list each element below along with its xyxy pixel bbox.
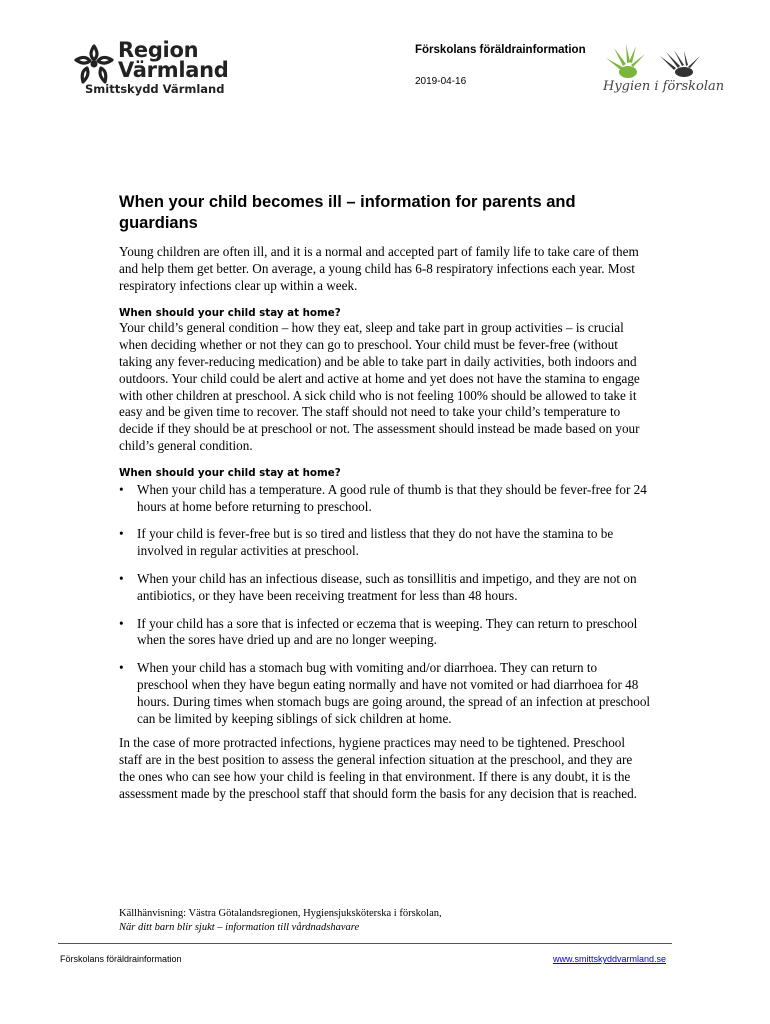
- logo-wordmark: [118, 40, 228, 80]
- header-document-title: Förskolans föräldrainformation: [415, 44, 586, 56]
- list-item: [119, 482, 651, 516]
- list-item: [119, 571, 651, 605]
- hygien-i-forskolan-logo: [600, 42, 725, 102]
- bullet-icon: •: [119, 660, 124, 676]
- article-body: [119, 192, 651, 803]
- hands-logo-icon: [600, 42, 725, 82]
- header-date: 2019-04-16: [415, 76, 467, 87]
- list-item-text: When your child has a temperature. A good rule of thumb is that they should be fever-free for 24 hours at home before returning to preschool.: [137, 481, 647, 514]
- logo-tagline: Hygien i förskolan: [603, 79, 725, 94]
- section-heading: When should your child stay at home?: [119, 466, 341, 479]
- logo-line-region: Region: [118, 38, 199, 62]
- bullet-icon: •: [119, 615, 124, 631]
- footer-divider: [58, 943, 672, 944]
- bullet-icon: •: [119, 526, 124, 542]
- stay-home-list: [119, 482, 651, 728]
- article-title: When your child becomes ill – information for parents and guardians: [119, 193, 576, 232]
- list-item-text: If your child has a sore that is infected or eczema that is weeping. They can return to preschool when the sores have dried up and are no longer weeping.: [137, 615, 638, 648]
- source-line: Källhänvisning: Västra Götalandsregionen, Hygiensjuksköterska i förskolan,: [119, 908, 442, 919]
- source-reference: [119, 907, 659, 935]
- bullet-icon: •: [119, 570, 124, 586]
- list-item: [119, 660, 651, 727]
- footer-document-title: Förskolans föräldrainformation: [60, 954, 182, 964]
- list-item-text: If your child is fever-free but is so tired and listless that they do not have the stamina to be involved in regular activities at preschool.: [137, 526, 614, 559]
- logo-line-varmland: Värmland: [118, 58, 229, 82]
- list-item-text: When your child has a stomach bug with vomiting and/or diarrhoea. They can return to preschool when they have begun eating normally and have not vomited or had diarrhoea for 48 hours. During times when stomach bugs are going around, the spread of an infection at preschool can be limited by keeping siblings of sick children at home.: [137, 660, 651, 726]
- list-item: [119, 616, 651, 650]
- list-item-text: When your child has an infectious disease, such as tonsillitis and impetigo, and they are not on antibiotics, or they have been receiving treatment for less than 48 hours.: [137, 570, 637, 603]
- general-condition-paragraph: Your child’s general condition – how they eat, sleep and take part in group activities – is crucial when deciding whether or not they can go to preschool. Your child must be fever-free (without taking any fever-reducing medication) and be able to take part in daily activities, both indoors and outdoors. Your child could be alert and active at home and yet does not have the stamina to engage with other children at preschool. A sick child who is not feeling 100% should be allowed to take it easy and be given time to recover. The staff should not need to take your child’s temperature to decide if they should be at preschool or not. The assessment should instead be made based on your child’s general condition.: [119, 320, 640, 453]
- list-item: [119, 526, 651, 560]
- flower-logo-icon: [72, 42, 116, 86]
- region-varmland-logo: [72, 40, 232, 100]
- closing-paragraph: In the case of more protracted infections, hygiene practices may need to be tightened. Preschool staff are in the best position to assess the general infection situation at the preschool, and they are the ones who can see how your child is feeling in that environment. If there is any doubt, it is the assessment made by the preschool staff that should form the basis for any decision that is reached.: [119, 735, 637, 801]
- section-heading: When should your child stay at home?: [119, 307, 341, 320]
- source-title: När ditt barn blir sjukt – information till vårdnadshavare: [119, 922, 360, 933]
- website-link[interactable]: www.smittskyddvarmland.se: [552, 954, 666, 964]
- bullet-icon: •: [119, 481, 124, 497]
- intro-paragraph: Young children are often ill, and it is a normal and accepted part of family life to take care of them and help them get better. On average, a young child has 6-8 respiratory infections each year. Most respiratory infections clear up within a week.: [119, 244, 639, 293]
- logo-subtitle: Smittskydd Värmland: [85, 82, 225, 96]
